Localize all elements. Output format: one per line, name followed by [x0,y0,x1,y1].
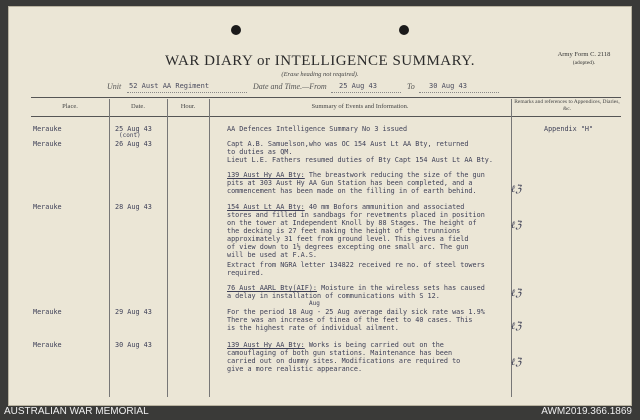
punch-hole-right [399,25,409,35]
row5-initials: ℓℨ [511,288,522,299]
col-divider-date [167,99,168,397]
col-header-hour: Hour. [180,103,196,110]
col-header-date: Date. [131,103,145,110]
row4-line6: of view down to 1½ degrees excepting one small arc. The gun [227,243,469,251]
row7-line1-text: Works is being carried out on the [304,341,444,349]
form-title: WAR DIARY or INTELLIGENCE SUMMARY. [165,53,475,69]
row1-date-cont: (cont) [119,132,141,139]
row2-line3: Lieut L.E. Fathers resumed duties of Bty Capt 154 Aust Lt AA Bty. [227,156,493,164]
form-number-text: Army Form C. 2118 [557,51,611,58]
row4-line1 [227,203,464,211]
date-from-underline [331,92,401,93]
row7-date: 30 Aug 43 [115,341,152,349]
row3-heading: 139 Aust Hy AA Bty: [227,171,305,179]
table-top-rule [31,97,621,98]
form-adopted: (adopted). [572,60,596,66]
row7-line2: camouflaging of both gun stations. Maintenance has been [227,349,453,357]
date-to-value: 30 Aug 43 [429,82,467,90]
row1-summary: AA Defences Intelligence Summary No 3 issued [227,125,408,133]
unit-underline [127,92,247,93]
row4-initials: ℓℨ [511,220,522,231]
row4-date: 28 Aug 43 [115,203,152,211]
row6-place: Merauke [33,308,62,316]
row4-line5: approximately 31 feet from ground level. This gives a field [227,235,469,243]
header-bottom-rule [31,116,621,117]
row4-line1-text: 40 mm Bofors ammunition and associated [304,203,465,211]
punch-hole-left [231,25,241,35]
row4-place: Merauke [33,203,62,211]
footer-institution: AUSTRALIAN WAR MEMORIAL [4,406,149,417]
row6-date: 29 Aug 43 [115,308,152,316]
row7-line1 [227,341,444,349]
unit-label: Unit [107,82,122,91]
row4-line2: stores and filled in sandbags for revetments placed in position [227,211,485,219]
row5-heading: 76 Aust AARL Bty(AIF): [227,284,318,292]
row1-date: 25 Aug 43 [115,125,152,133]
row4-line3: on the tower at Independent Knoll by 88 Stages. The height of [227,219,477,227]
col-header-place: Place. [62,103,78,110]
row2-line2: to duties as QM. [227,148,293,156]
row5-line1 [227,284,485,292]
date-from-label: Date and Time.—From [253,82,327,91]
row4-line7: will be used at F.A.S. [227,251,318,259]
diary-page [8,6,632,406]
row4-line9: required. [227,269,264,277]
row7-heading: 139 Aust Hy AA Bty: [227,341,305,349]
date-from-value: 25 Aug 43 [339,82,377,90]
row1-remark: Appendix "H" [544,125,594,133]
row7-initials: ℓℨ [511,357,522,368]
row5-line1-text: Moisture in the wireless sets has caused [317,284,485,292]
unit-value: 52 Aust AA Regiment [129,82,210,90]
col-divider-place [109,99,110,397]
row4-line4: the decking is 27 feet making the height of the trunnions [227,227,461,235]
row6-line1: For the period 18 Aug - 25 Aug average daily sick rate was 1.9% [227,308,485,316]
row7-line4: give a more realistic appearance. [227,365,363,373]
row3-initials: ℓℨ [511,184,522,195]
row1-place: Merauke [33,125,62,133]
row2-place: Merauke [33,140,62,148]
row2-date: 26 Aug 43 [115,140,152,148]
row4-heading: 154 Aust Lt AA Bty: [227,203,305,211]
row5-line2: a delay in installation of communications with S 12. [227,292,440,300]
row6-initials: ℓℨ [511,321,522,332]
row6-line3: is the highest rate of individual ailment. [227,324,399,332]
row7-place: Merauke [33,341,62,349]
row3-line1-text: The breastwork reducing the size of the gun [304,171,485,179]
archive-footer [0,406,640,420]
row3-line3: commencement has been made on the filling in of earth behind. [227,187,477,195]
row2-line1: Capt A.B. Samuelson,who was OC 154 Aust Lt AA Bty, returned [227,140,469,148]
date-to-underline [419,92,499,93]
col-divider-summary [511,99,512,397]
col-header-summary: Summary of Events and Information. [311,103,409,110]
row3-line1 [227,171,485,179]
row6-aug-insert: Aug [309,300,320,307]
col-header-remarks: Remarks and references to Appendices, Diaries, &c. [514,99,620,112]
row6-line2: There was an increase of tinea of the feet to 40 cases. This [227,316,473,324]
army-form-number [547,51,621,67]
row4-line8: Extract from NGRA letter 134822 received re no. of steel towers [227,261,485,269]
row3-line2: pits at 303 Aust Hy AA Gun Station has been completed, and a [227,179,473,187]
footer-reference: AWM2019.366.1869 [541,406,632,417]
form-subtitle: (Erase heading not required). [281,71,359,78]
col-divider-hour [209,99,210,397]
date-to-label: To [407,82,415,91]
row7-line3: carried out on dummy sites. Modifications are required to [227,357,461,365]
